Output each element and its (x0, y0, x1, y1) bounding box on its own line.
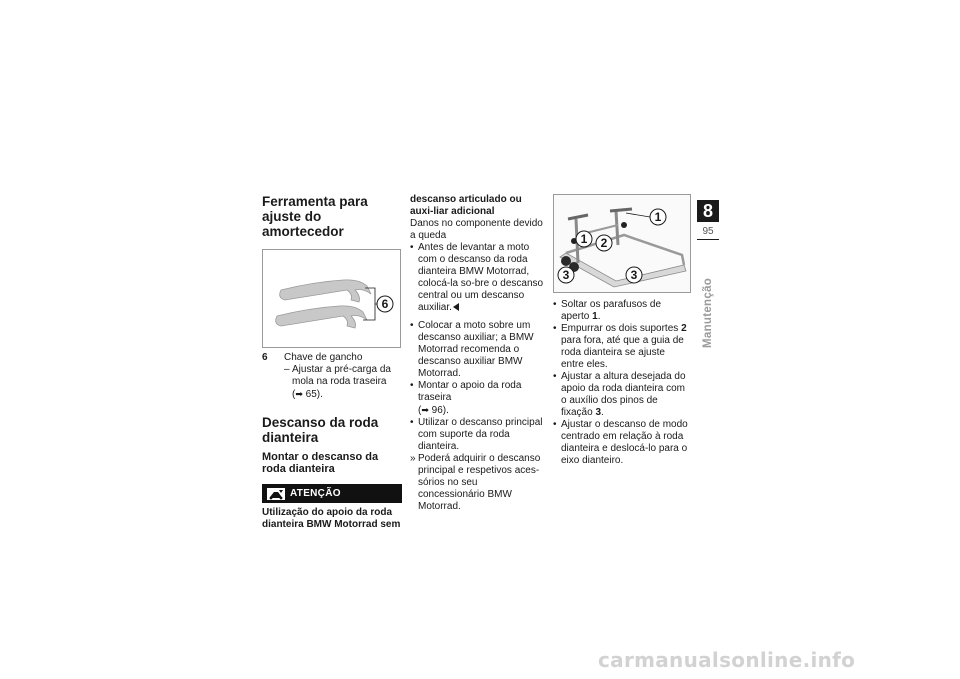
page-title: Ferramenta para ajuste do amortecedor (262, 194, 368, 239)
note-marker: » (410, 453, 416, 464)
list-item (553, 419, 689, 467)
bullet-text: Antes de levantar a moto com o descanso da roda dianteira BMW Motorrad, colocá-la so-bre o descanso central ou um descanso auxiliar. (418, 242, 544, 313)
step-ref-number: 1 (592, 311, 598, 322)
list-item (410, 320, 545, 380)
step-end: . (601, 407, 604, 418)
note-item (410, 453, 545, 513)
bullet-marker: • (410, 417, 414, 428)
legend-sub-item (284, 364, 402, 376)
bullet-text: Colocar a moto sobre um descanso auxiliar; a BMW Motorrad recomenda o descanso auxiliar BMW Motorrad. (418, 320, 534, 379)
ref-page: 96). (431, 405, 449, 416)
bullet-marker: • (553, 323, 557, 334)
legend-sub-ref[interactable] (292, 388, 402, 401)
bullet-marker: • (410, 380, 414, 391)
page-reference-arrow-icon: ➡ (421, 405, 429, 415)
step-ref-number: 3 (595, 407, 602, 418)
list-item (553, 323, 689, 371)
legend-sub-line2: mola na roda traseira (292, 376, 387, 387)
section-title: Descanso da roda dianteira (262, 415, 379, 445)
watermark: carmanualsonline.info (598, 648, 856, 672)
hook-wrench-figure (262, 249, 401, 348)
list-item (410, 380, 545, 417)
warning-bar (262, 484, 402, 503)
ref-open: ( (292, 389, 296, 400)
photo-callout-1: 1 (654, 210, 662, 224)
bullet-marker: • (410, 242, 414, 253)
dash-marker: – (284, 364, 290, 375)
ref-page: 65). (305, 389, 323, 400)
column-middle (410, 194, 545, 513)
step-ref-number: 2 (681, 323, 687, 334)
legend-row (262, 352, 402, 364)
warning-heading: Utilização do apoio da roda dianteira BMW Motorrad sem (262, 507, 401, 530)
warning-motorcycle-icon (267, 488, 285, 500)
warning-heading-continued: descanso articulado ou auxi-liar adicional (410, 194, 522, 217)
chapter-tab: Manutenção (702, 277, 714, 348)
procedure-steps (553, 299, 689, 467)
bullet-marker: • (553, 371, 557, 382)
risk-text: Danos no componente devido a queda (410, 218, 543, 241)
page-number: 95 (702, 226, 714, 237)
end-marker-icon (453, 303, 459, 311)
page-divider (697, 239, 719, 240)
bullet-text: Utilizar o descanso principal com suporte da roda dianteira. (418, 417, 543, 452)
photo-callout-3: 3 (630, 268, 638, 282)
warning-label: ATENÇÃO (290, 487, 341, 499)
front-stand-photo (553, 194, 691, 293)
list-item (410, 417, 545, 453)
step-end: . (597, 311, 601, 322)
subsection-title: Montar o descanso da roda dianteira (262, 451, 379, 475)
chapter-number: 8 (697, 200, 719, 222)
list-item (410, 242, 545, 314)
page-reference-arrow-icon: ➡ (295, 389, 303, 399)
photo-callout-2: 2 (600, 236, 608, 250)
photo-callout-3: 3 (562, 268, 570, 282)
legend-label: Chave de gancho (284, 352, 363, 363)
list-item (553, 371, 689, 419)
instruction-bullets (410, 320, 545, 513)
figure-callout-6: 6 (381, 297, 389, 311)
step-text: Soltar os parafusos de aperto (561, 299, 662, 322)
step-text-rest: para fora, até que a guia de roda dianteira se ajuste entre eles. (561, 335, 684, 370)
bullet-marker: • (410, 320, 414, 331)
page-reference[interactable] (418, 405, 449, 416)
step-text: Empurrar os dois suportes (561, 323, 679, 334)
legend-sub-line1: Ajustar a pré-carga da (292, 364, 391, 375)
step-text: Ajustar o descanso de modo centrado em relação à roda dianteira e deslocá-lo para o eixo dianteiro. (561, 419, 688, 466)
column-right (553, 194, 689, 467)
front-stand-illustration (554, 195, 690, 292)
bullet-marker: • (553, 299, 557, 310)
legend-sublist (284, 364, 402, 401)
list-item (553, 299, 689, 323)
step-text: Ajustar a altura desejada do apoio da roda dianteira com o auxílio dos pinos de fixação (561, 371, 686, 418)
warning-bullets (410, 242, 545, 314)
note-text: Poderá adquirir o descanso principal e respetivos aces-sórios no seu concessionário BMW Motorrad. (418, 453, 541, 512)
bullet-text: Montar o apoio da roda traseira (418, 380, 522, 403)
column-left (262, 194, 402, 531)
photo-callout-1: 1 (580, 232, 588, 246)
bullet-marker: • (553, 419, 557, 430)
ref-open: ( (418, 405, 422, 416)
legend-number: 6 (262, 352, 268, 363)
